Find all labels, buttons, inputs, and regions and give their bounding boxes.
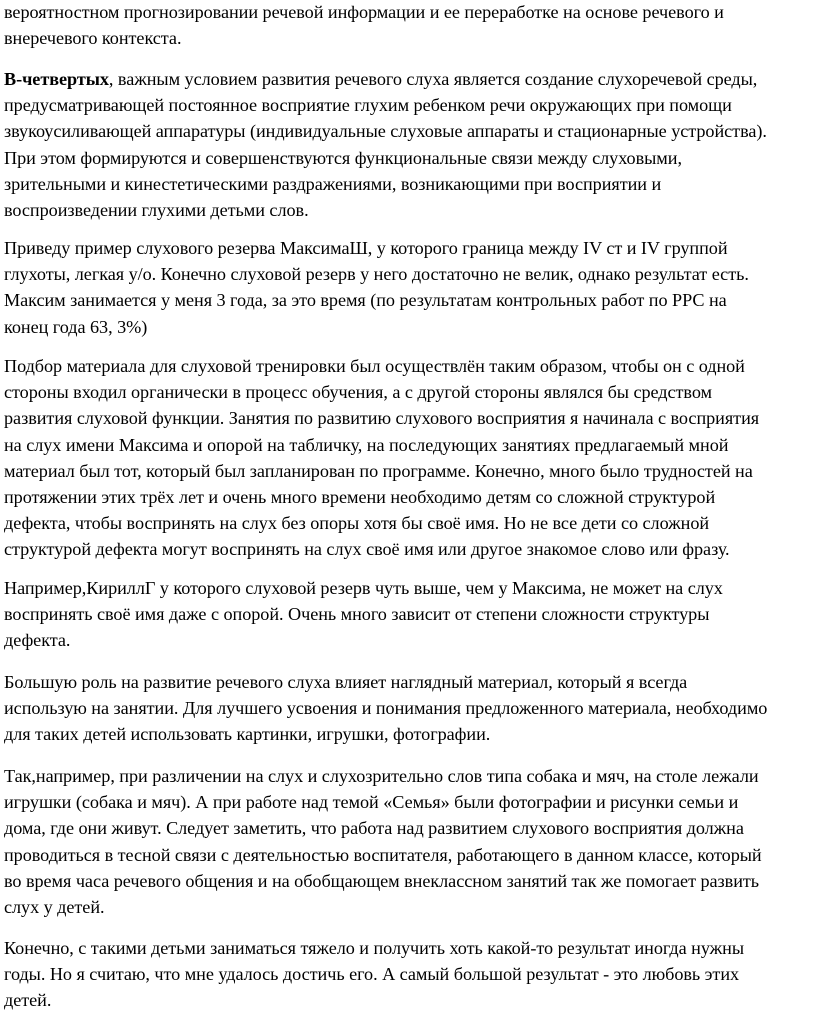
- paragraph-1: [4, 0, 812, 51]
- paragraph-5-text: Например,КириллГ у которого слуховой резерв чуть выше, чем у Максима, не может на слух воспринять своё имя даже с опорой. Очень много зависит от степени сложности структуры дефекта.: [4, 578, 723, 651]
- paragraph-1-text: вероятностном прогнозировании речевой информации и ее переработке на основе речевого и внеречевого контекста.: [4, 2, 724, 49]
- paragraph-2-lead: В-четвертых: [4, 69, 109, 89]
- paragraph-7-text: Так,например, при различении на слух и слухозрительно слов типа собака и мяч, на столе лежали игрушки (собака и мяч). А при работе над темой «Семья» были фотографии и рисунки семьи и дома, где они живут. Следует заметить, что работа над развитием слухового восприятия должна проводиться в тесной связи с деятельностью воспитателя, работающего в данном классе, который во время часа речевого общения и на обобщающем внеклассном занятий так же помогает развить слух у детей.: [4, 766, 762, 918]
- paragraph-3: [4, 235, 812, 340]
- paragraph-2: [4, 66, 812, 223]
- paragraph-6: [4, 669, 812, 748]
- paragraph-2-text: , важным условием развития речевого слуха является создание слухоречевой среды, предусматривающей постоянное восприятие глухим ребенком речи окружающих при помощи звукоусиливающей аппаратуры (индивидуальные слуховые аппараты и стационарные устройства). При этом формируются и совершенствуются функциональные связи между слуховыми, зрительными и кинестетическими раздражениями, возникающими при восприятии и воспроизведении глухими детьми слов.: [4, 69, 767, 221]
- paragraph-8: [4, 935, 812, 1014]
- paragraph-3-text: Приведу пример слухового резерва МаксимаШ, у которого граница между IV ст и IV группой глухоты, легкая у/о. Конечно слуховой резерв у него достаточно не велик, однако результат есть. Максим занимается у меня 3 года, за это время (по результатам контрольных работ по РРС на конец года 63, 3%): [4, 238, 749, 337]
- paragraph-5: [4, 575, 812, 654]
- paragraph-7: [4, 763, 812, 920]
- paragraph-4-text: Подбор материала для слуховой тренировки был осуществлён таким образом, чтобы он с одной стороны входил органически в процесс обучения, а с другой стороны являлся бы средством развития слуховой функции. Занятия по развитию слухового восприятия я начинала с восприятия на слух имени Максима и опорой на табличку, на последующих занятиях предлагаемый мной материал был тот, который был запланирован по программе. Конечно, много было трудностей на протяжении этих трёх лет и очень много времени необходимо детям со сложной структурой дефекта, чтобы воспринять на слух без опоры хотя бы своё имя. Но не все дети со сложной структурой дефекта могут воспринять на слух своё имя или другое знакомое слово или фразу.: [4, 356, 760, 560]
- paragraph-6-text: Большую роль на развитие речевого слуха влияет наглядный материал, который я всегда использую на занятии. Для лучшего усвоения и понимания предложенного материала, необходимо для таких детей использовать картинки, игрушки, фотографии.: [4, 672, 768, 745]
- paragraph-8-text: Конечно, с такими детьми заниматься тяжело и получить хоть какой-то результат иногда нужны годы. Но я считаю, что мне удалось достичь его. А самый большой результат - это любовь этих детей.: [4, 938, 744, 1011]
- paragraph-4: [4, 353, 812, 563]
